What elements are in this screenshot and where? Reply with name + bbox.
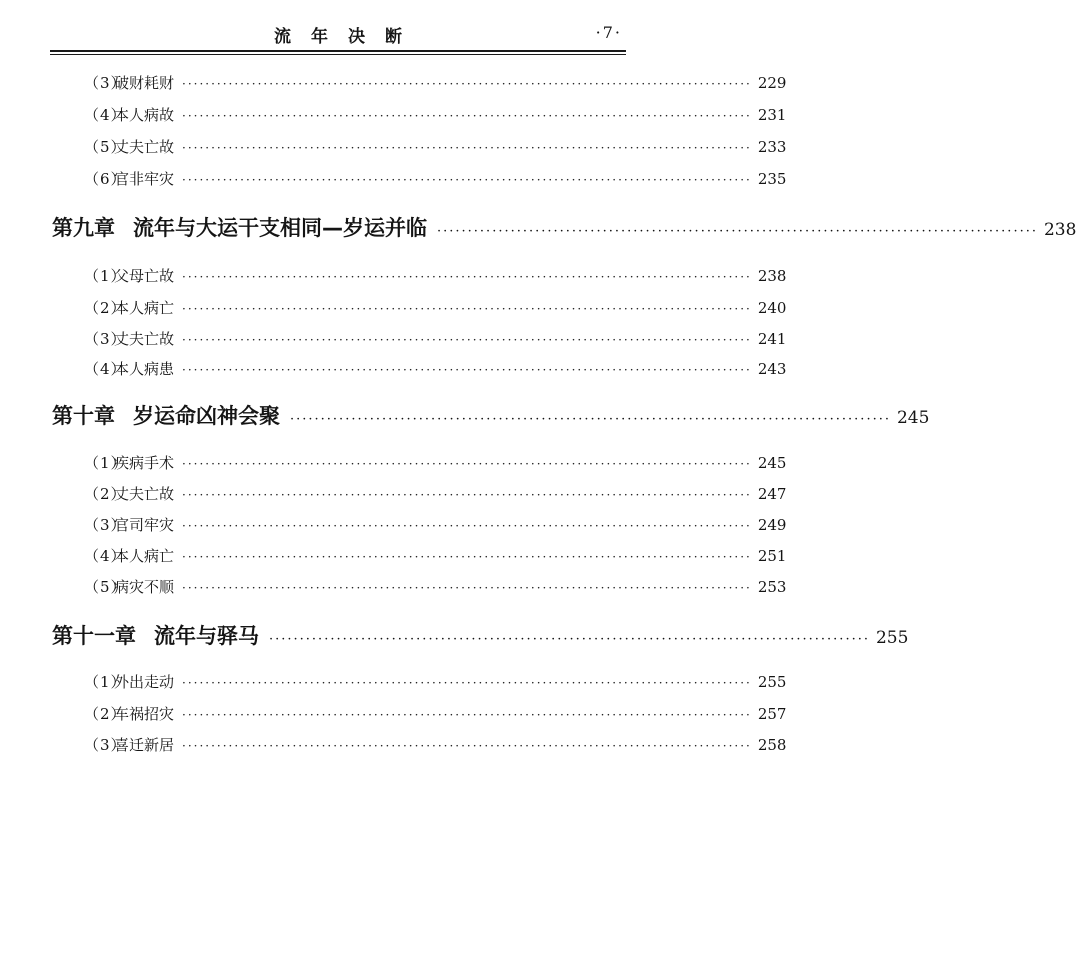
dot-leader: ·································································································· (182, 550, 752, 564)
entry-number: （4） (84, 106, 127, 124)
entry-number: （1） (84, 454, 127, 472)
dot-leader: ·································································································· (182, 708, 752, 722)
running-header (50, 18, 626, 54)
entry-page: 238 (757, 267, 787, 285)
entry-number: （3） (84, 330, 127, 348)
chapter-heading[interactable] (52, 620, 909, 650)
entry-title: 疾病手术 (114, 454, 175, 472)
entry-page: 235 (757, 170, 787, 188)
dot-leader: ·································································································· (182, 363, 752, 377)
entry-number: （1） (84, 267, 127, 285)
dot-leader: ·································································································· (182, 77, 752, 91)
entry-title: 官非牢灾 (114, 170, 175, 188)
entry-page: 258 (757, 736, 787, 754)
entry-number: （5） (84, 578, 127, 596)
toc-entry[interactable] (84, 452, 787, 476)
entry-page: 249 (757, 516, 787, 534)
entry-title: 丈夫亡故 (114, 138, 175, 156)
dot-leader: ·································································································· (437, 224, 1038, 239)
dot-leader: ·································································································· (182, 270, 752, 284)
entry-page: 247 (757, 485, 787, 503)
toc-entry[interactable] (84, 104, 787, 128)
entry-page: 229 (757, 74, 787, 92)
chapter-page: 245 (896, 408, 930, 428)
header-rule-thin (50, 54, 626, 55)
entry-number: （6） (84, 170, 127, 188)
toc-entry[interactable] (84, 72, 787, 96)
header-title: 流年决断 (274, 27, 422, 47)
toc-entry[interactable] (84, 483, 787, 507)
toc-entry[interactable] (84, 671, 787, 695)
chapter-heading[interactable] (52, 212, 1076, 242)
entry-title: 本人病亡 (114, 299, 175, 317)
entry-number: （2） (84, 485, 127, 503)
entry-title: 父母亡故 (114, 267, 175, 285)
chapter-heading[interactable] (52, 400, 930, 430)
entry-number: （2） (84, 299, 127, 317)
dot-leader: ·································································································· (182, 141, 752, 155)
entry-number: （3） (84, 736, 127, 754)
chapter-page: 255 (875, 628, 909, 648)
dot-leader: ·································································································· (182, 488, 752, 502)
entry-number: （3） (84, 74, 127, 92)
toc-entry[interactable] (84, 328, 787, 352)
entry-page: 240 (757, 299, 787, 317)
entry-page: 241 (757, 330, 787, 348)
entry-page: 233 (757, 138, 787, 156)
entry-title: 本人病故 (114, 106, 175, 124)
entry-title: 病灾不顺 (114, 578, 175, 596)
dot-leader: ·································································································· (182, 739, 752, 753)
dot-leader: ·································································································· (182, 519, 752, 533)
entry-title: 喜迁新居 (114, 736, 175, 754)
entry-number: （4） (84, 360, 127, 378)
entry-title: 车祸招灾 (114, 705, 175, 723)
entry-page: 251 (757, 547, 787, 565)
dot-leader: ·································································································· (182, 457, 752, 471)
chapter-title: 岁运命凶神会聚 (133, 404, 280, 428)
entry-title: 本人病患 (114, 360, 175, 378)
entry-title: 丈夫亡故 (114, 485, 175, 503)
dot-leader: ·································································································· (182, 109, 752, 123)
toc-entry[interactable] (84, 265, 787, 289)
chapter-page: 238 (1043, 220, 1076, 240)
toc-entry[interactable] (84, 514, 787, 538)
dot-leader: ·································································································· (269, 632, 870, 647)
toc-entry[interactable] (84, 734, 787, 758)
entry-title: 外出走动 (114, 673, 175, 691)
entry-number: （1） (84, 673, 127, 691)
dot-leader: ·································································································· (182, 302, 752, 316)
entry-title: 破财耗财 (114, 74, 175, 92)
chapter-title: 流年与大运干支相同—岁运并临 (133, 216, 427, 240)
toc-entry[interactable] (84, 576, 787, 600)
entry-page: 231 (757, 106, 787, 124)
toc-entry[interactable] (84, 297, 787, 321)
dot-leader: ·································································································· (182, 581, 752, 595)
entry-number: （2） (84, 705, 127, 723)
chapter-title: 流年与驿马 (154, 624, 259, 648)
toc-entry[interactable] (84, 545, 787, 569)
toc-entry[interactable] (84, 136, 787, 160)
entry-page: 243 (757, 360, 787, 378)
dot-leader: ·································································································· (182, 333, 752, 347)
chapter-label: 第九章 (52, 216, 115, 240)
entry-title: 丈夫亡故 (114, 330, 175, 348)
entry-page: 253 (757, 578, 787, 596)
entry-title: 本人病亡 (114, 547, 175, 565)
entry-title: 官司牢灾 (114, 516, 175, 534)
entry-page: 245 (757, 454, 787, 472)
entry-page: 255 (757, 673, 787, 691)
chapter-label: 第十章 (52, 404, 115, 428)
dot-leader: ·································································································· (182, 676, 752, 690)
toc-entry[interactable] (84, 168, 787, 192)
entry-number: （3） (84, 516, 127, 534)
dot-leader: ·································································································· (182, 173, 752, 187)
dot-leader: ·································································································· (290, 412, 891, 427)
header-rule (50, 50, 626, 52)
entry-number: （4） (84, 547, 127, 565)
header-page-number: ·7· (595, 23, 622, 42)
entry-number: （5） (84, 138, 127, 156)
toc-entry[interactable] (84, 358, 787, 382)
toc-entry[interactable] (84, 703, 787, 727)
chapter-label: 第十一章 (52, 624, 136, 648)
entry-page: 257 (757, 705, 787, 723)
